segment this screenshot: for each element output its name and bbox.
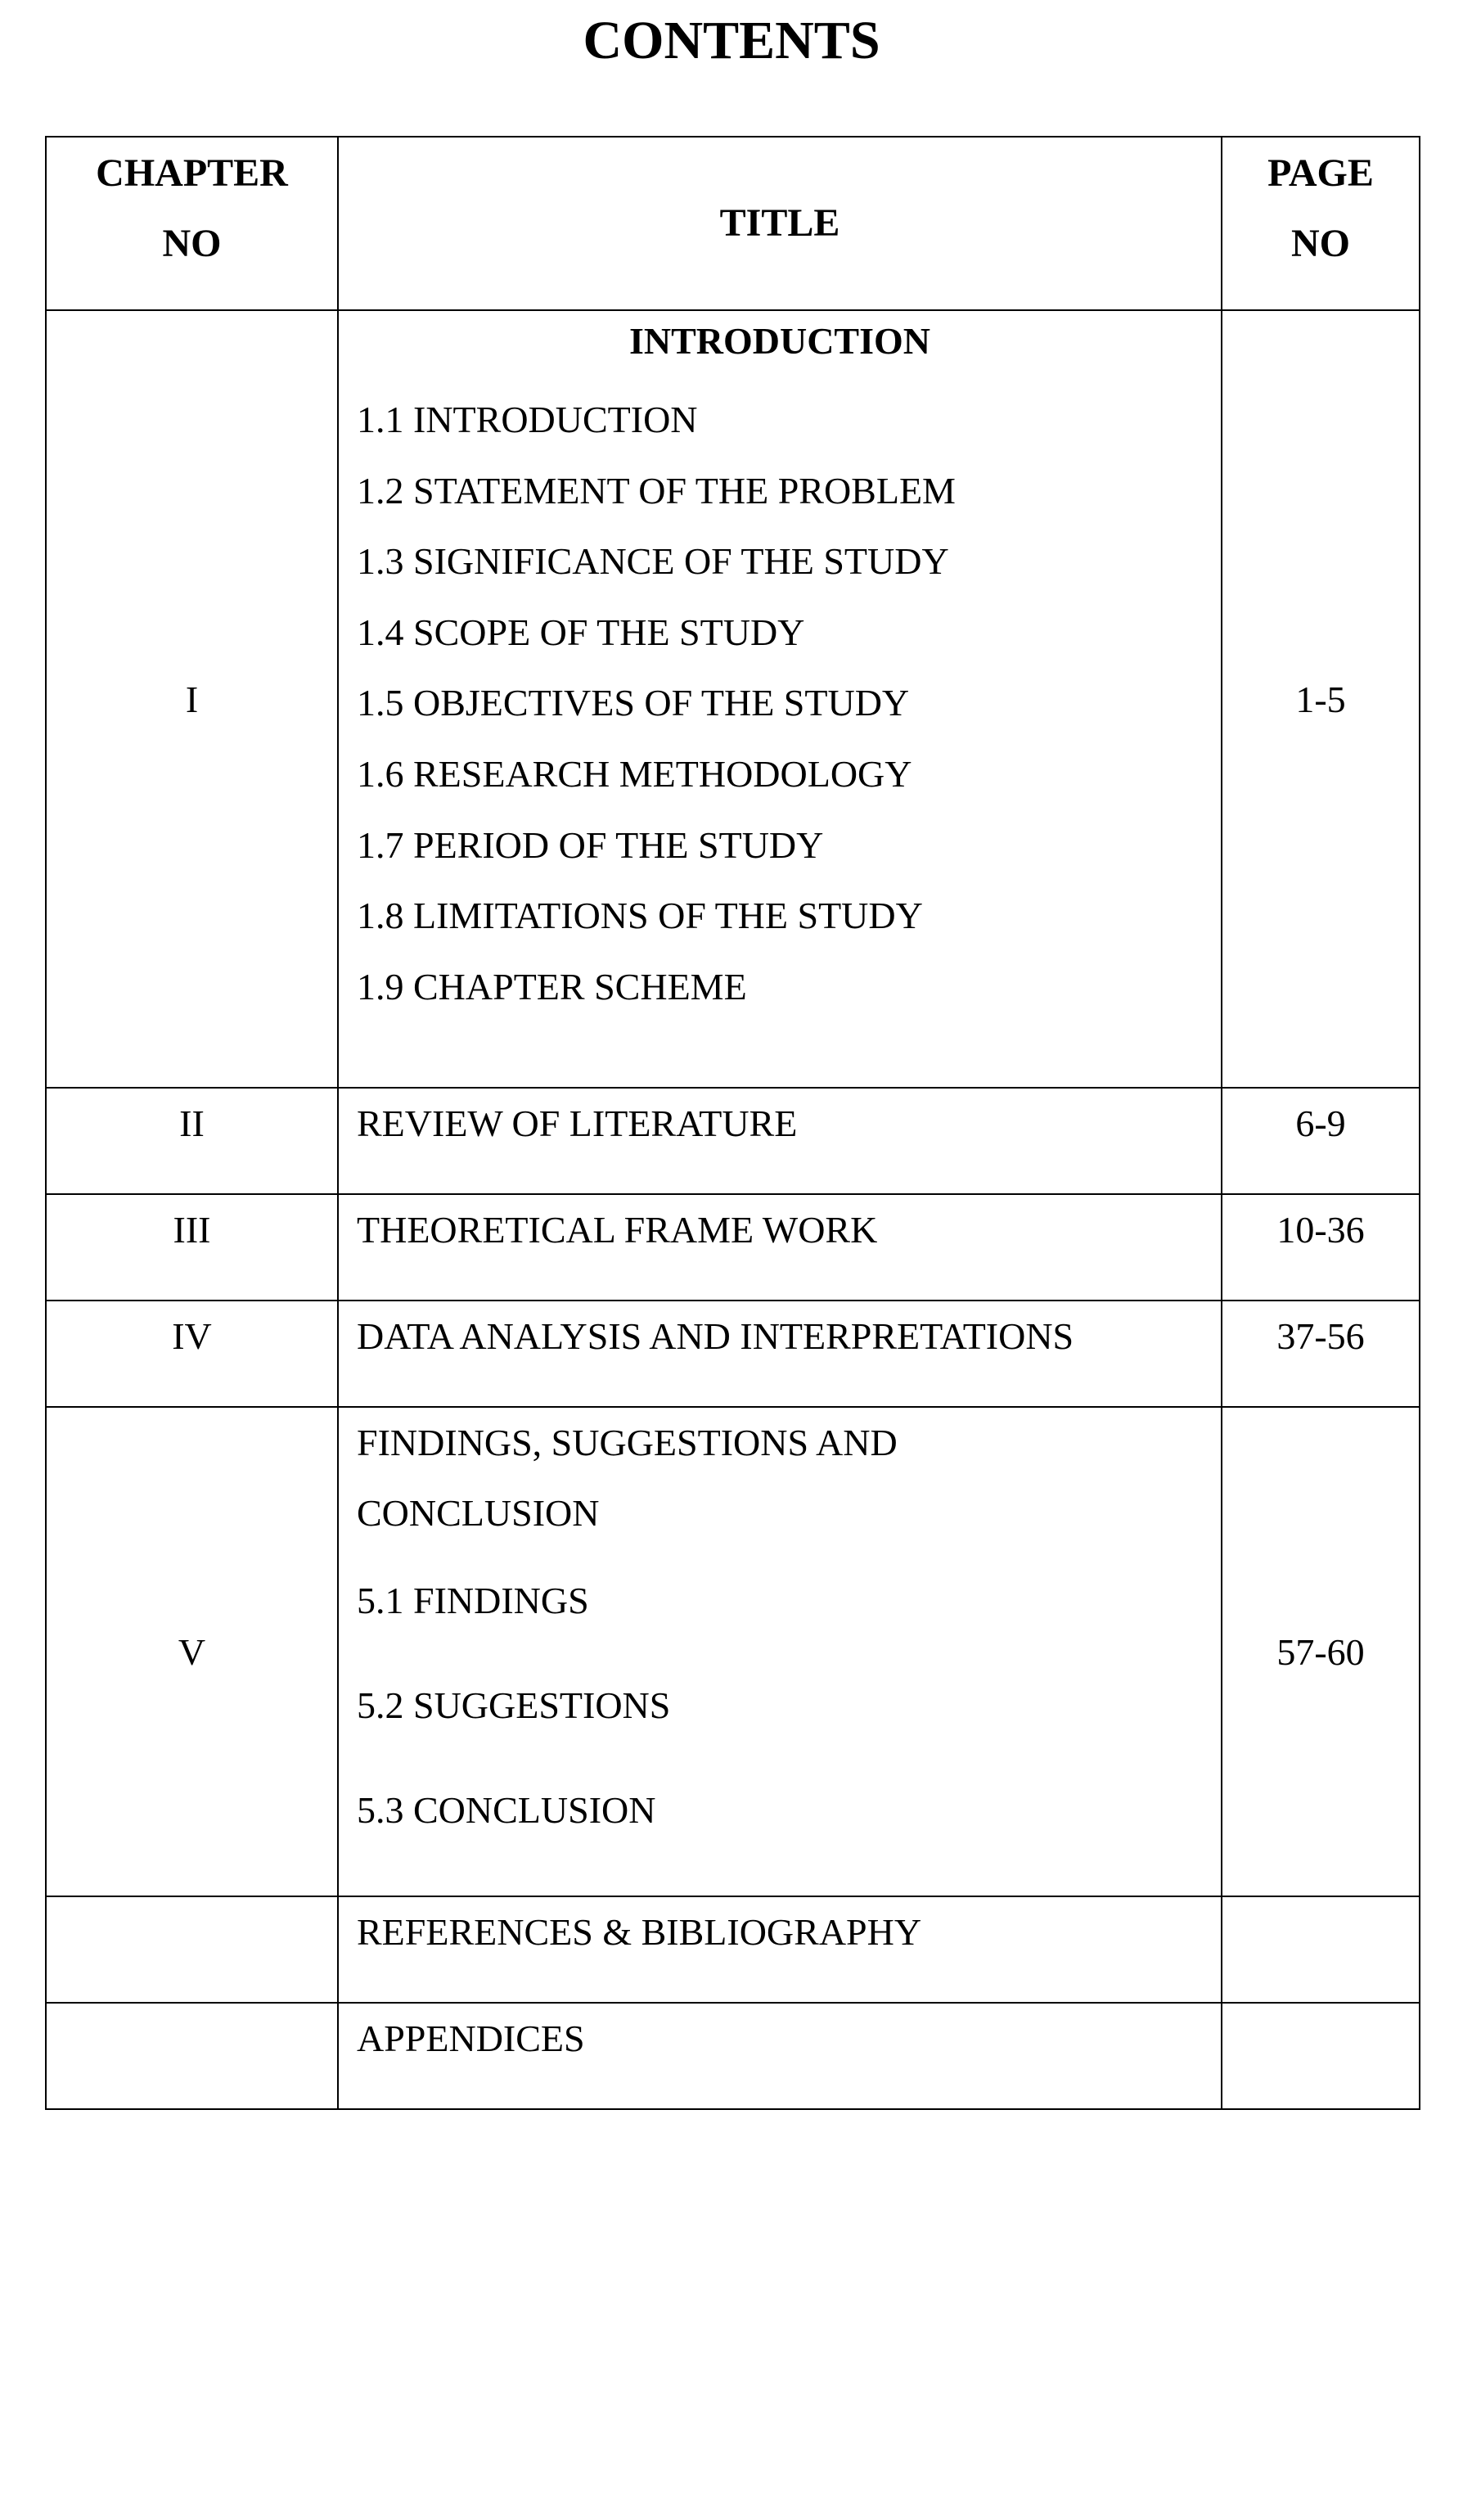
chapter-heading: INTRODUCTION [628,320,931,362]
chapter-title: REVIEW OF LITERATURE [338,1088,1222,1194]
chapter-title: DATA ANALYSIS AND INTERPRETATIONS [338,1301,1222,1407]
table-row [46,1301,1420,1407]
chapter-number: I [46,310,338,1088]
chapter-number: V [46,1407,338,1896]
subsection-item: 1.6 RESEARCH METHODOLOGY [357,752,912,795]
title-header [338,137,1222,310]
subsection-item: 5.3 CONCLUSION [357,1789,656,1831]
subsection-item: 1.9 CHAPTER SCHEME [357,965,747,1008]
chapter-title-cell [338,1407,1222,1896]
chapter-header-line1: CHAPTER [96,151,288,195]
chapter-title: THEORETICAL FRAME WORK [338,1194,1222,1301]
chapter-header-line2: NO [162,222,222,265]
subsection-item: 1.8 LIMITATIONS OF THE STUDY [357,895,923,937]
subsection-item: 1.2 STATEMENT OF THE PROBLEM [357,469,956,512]
chapter-title-cell [338,310,1222,1088]
subsection-item: 1.7 PERIOD OF THE STUDY [357,823,824,866]
chapter-number [46,2003,338,2109]
page-title: CONTENTS [583,11,880,70]
subsection-item: 1.3 SIGNIFICANCE OF THE STUDY [357,540,949,583]
subsection-item: 5.2 SUGGESTIONS [357,1684,671,1726]
chapter-number: IV [46,1301,338,1407]
page-header-line1: PAGE [1267,151,1374,195]
subsection-list [357,385,1221,1022]
subsection-item: 1.4 SCOPE OF THE STUDY [357,611,805,653]
chapter-title-line2: CONCLUSION [357,1492,600,1534]
table-row [46,310,1420,1088]
chapter-number: II [46,1088,338,1194]
subsection-item: 5.1 FINDINGS [357,1580,589,1621]
header-row [46,137,1420,310]
table-row [46,1194,1420,1301]
page-range: 57-60 [1222,1407,1420,1896]
page-no-header [1222,137,1420,310]
table-row [46,1896,1420,2003]
appendices-title: APPENDICES [338,2003,1222,2109]
references-title: REFERENCES & BIBLIOGRAPHY [338,1896,1222,2003]
subsection-item: 1.1 INTRODUCTION [357,399,698,440]
page-range: 10-36 [1222,1194,1420,1301]
page-range: 6-9 [1222,1088,1420,1194]
chapter-title-line1: FINDINGS, SUGGESTIONS AND [357,1422,898,1463]
table-row [46,1407,1420,1896]
page-header-line2: NO [1291,222,1350,265]
table-row [46,1088,1420,1194]
page-range: 1-5 [1222,310,1420,1088]
chapter-number: III [46,1194,338,1301]
title-header-label: TITLE [719,201,840,245]
page-range [1222,1896,1420,2003]
table-row [46,2003,1420,2109]
contents-table [45,136,1420,2110]
chapter-number [46,1896,338,2003]
subsection-item: 1.5 OBJECTIVES OF THE STUDY [357,682,910,724]
page-range: 37-56 [1222,1301,1420,1407]
subsection-list [357,1549,1221,1863]
chapter-no-header [46,137,338,310]
page-range [1222,2003,1420,2109]
